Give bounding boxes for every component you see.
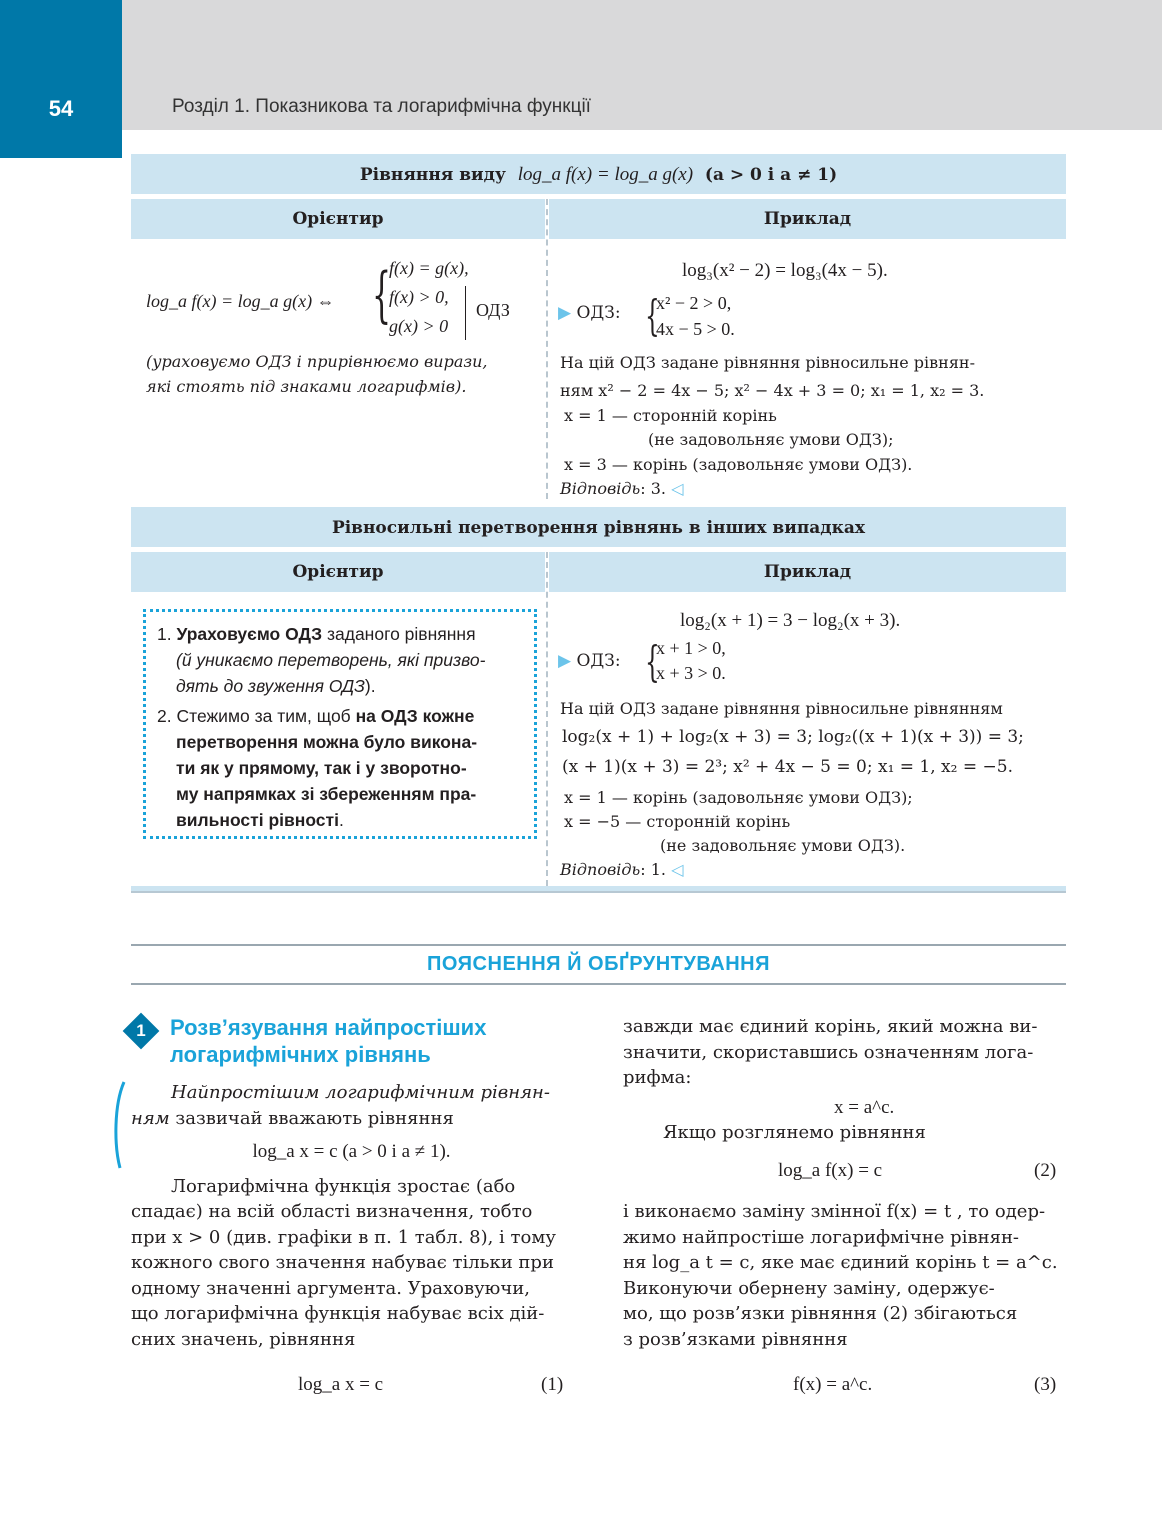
- table1-left-formula: log_a f(x) = log_a g(x) ⇔: [146, 291, 335, 311]
- end-mark-icon: ◁: [671, 479, 684, 498]
- odz-bar: [465, 286, 466, 340]
- table2-line-f: (не задовольняє умови ОДЗ).: [660, 836, 906, 855]
- formula-2-number: (2): [1034, 1160, 1057, 1181]
- formula-2: log_a f(x) = c: [778, 1160, 883, 1181]
- table1-answer: Відповідь: 3. ◁: [560, 479, 684, 498]
- table2-odz: ▶ ОДЗ:: [558, 651, 621, 671]
- page-number-box: [0, 0, 122, 158]
- table2-line-d: x = 1 — корінь (задовольняє умови ОДЗ);: [564, 788, 913, 807]
- formula-1: log_a x = c: [298, 1374, 384, 1395]
- section-rule-top: [131, 944, 1066, 946]
- guideline-item-1: 1. Ураховуємо ОДЗ заданого рівняння (й уникаємо перетворень, які призво- дять до звуження ОДЗ).: [157, 624, 486, 696]
- table1-odz-line-1: x² − 2 > 0,: [656, 293, 732, 313]
- odz-brace-2: {: [645, 637, 660, 686]
- page-number: 54: [48, 96, 74, 121]
- table1-note-2: які стоять під знаками логарифмів).: [146, 377, 467, 396]
- formula-3-number: (3): [1034, 1374, 1057, 1395]
- right-line-4: Якщо розглянемо рівняння: [663, 1122, 926, 1143]
- subsection-title: Розв’язування найпростіших логарифмічних рівнянь: [170, 1015, 487, 1067]
- triangle-icon: ▶: [558, 651, 572, 671]
- table1-line-e: x = 3 — корінь (задовольняє умови ОДЗ).: [564, 455, 913, 474]
- table1-odz-line-2: 4x − 5 > 0.: [656, 319, 735, 339]
- table2-divider: [546, 552, 548, 886]
- chapter-title: Розділ 1. Показникова та логарифмічна функції: [172, 96, 591, 117]
- guideline-item-2: 2. Стежимо за тим, щоб на ОДЗ кожне перетворення можна було викона- ти як у прямому, так і у зворотно- му напрямках зі збереженням пра- вильності рівності.: [157, 706, 478, 830]
- table2-line-a: На цій ОДЗ задане рівняння рівносильне рівнянням: [560, 699, 1003, 718]
- odz-brace: {: [645, 291, 660, 340]
- table1-line-d: (не задовольняє умови ОДЗ);: [648, 430, 894, 449]
- table1-note-1: (ураховуємо ОДЗ і прирівнюємо вирази,: [146, 352, 488, 371]
- triangle-icon: ▶: [558, 303, 572, 323]
- table1-odz: ▶ ОДЗ:: [558, 303, 621, 323]
- table2-title: Рівносильні перетворення рівнянь в інших випадках: [131, 507, 1066, 547]
- system-brace: {: [372, 260, 392, 330]
- section-title: ПОЯСНЕННЯ Й ОБҐРУНТУВАННЯ: [427, 953, 770, 975]
- end-mark-icon: ◁: [671, 860, 684, 879]
- right-column-2: і виконаємо заміну змінної f(x) = t , то одер- жимо найпростіше логарифмічне рівнян- ня log_a t = c, яке має єдиний корінь t = a^c. Виконуючи обернену заміну, одержує- мо, що розв’язки рівняння (2) збігаються з розв’язками рівняння: [623, 1201, 1058, 1350]
- odz-label: ОДЗ: [476, 300, 510, 320]
- table1-line-a: На цій ОДЗ задане рівняння рівносильне рівнян-: [560, 353, 975, 372]
- table1-col-right: Приклад: [549, 199, 1066, 239]
- table2-line-b: log₂(x + 1) + log₂(x + 3) = 3; log₂((x + 1)(x + 3)) = 3;: [562, 727, 1024, 747]
- table-bottom-rule: [131, 886, 1066, 893]
- system-line-2: f(x) > 0,: [389, 287, 449, 307]
- table1-example-eq: log₃(x² − 2) = log₃(4x − 5).: [682, 260, 888, 281]
- table2-col-left: Орієнтир: [131, 552, 545, 592]
- subsection-number: 1: [136, 1021, 146, 1040]
- table1-col-left: Орієнтир: [131, 199, 545, 239]
- table2-example-eq: log₂(x + 1) = 3 − log₂(x + 3).: [680, 610, 901, 631]
- table1-title: Рівняння виду log_a f(x) = log_a g(x) (a > 0 і a ≠ 1): [131, 154, 1066, 194]
- right-column: завжди має єдиний корінь, який можна ви- значити, скориставшись означенням лога- рифма:: [623, 1016, 1038, 1088]
- table1-line-b: ням x² − 2 = 4x − 5; x² − 4x + 3 = 0; x₁ = 1, x₂ = 3.: [560, 381, 985, 400]
- section-rule-bottom: [131, 983, 1066, 985]
- formula-log-c-cond: log_a x = c (a > 0 і a ≠ 1).: [252, 1141, 451, 1162]
- table2-odz-line-2: x + 3 > 0.: [656, 663, 726, 683]
- table2-col-right: Приклад: [549, 552, 1066, 592]
- table2-odz-line-1: x + 1 > 0,: [656, 638, 726, 658]
- system-line-1: f(x) = g(x),: [389, 258, 469, 278]
- table1-divider: [546, 199, 548, 499]
- table2-answer: Відповідь: 1. ◁: [560, 860, 684, 879]
- formula-x-ac: x = a^c.: [834, 1097, 895, 1118]
- table2-line-c: (x + 1)(x + 3) = 2³; x² + 4x − 5 = 0; x₁ = 1, x₂ = −5.: [562, 757, 1013, 777]
- system-line-3: g(x) > 0: [389, 316, 449, 336]
- table2-line-e: x = −5 — сторонній корінь: [564, 812, 791, 831]
- margin-bracket: [108, 1080, 130, 1172]
- table1-title-cond: (a > 0 і a ≠ 1): [704, 165, 838, 185]
- table1-line-c: x = 1 — сторонній корінь: [564, 406, 777, 425]
- formula-1-number: (1): [541, 1374, 564, 1395]
- table1-title-math: log_a f(x) = log_a g(x): [517, 164, 694, 185]
- formula-3: f(x) = a^c.: [793, 1374, 873, 1395]
- left-column: Найпростішим логарифмічним рівнян- ням зазвичай вважають рівняння log_a x = c (a > 0 і a ≠ 1). Логарифмічна функція зростає (або спадає) на всій області визначення, тобто при x > 0 (див. графіки в п. 1 табл. 8), і тому кожного свого значення набуває тільки при одному значенні аргумента. Ураховуючи, що логарифмічна функція набуває всіх дій- сних значень, рівняння: [131, 1080, 572, 1352]
- guideline-text: [157, 622, 527, 833]
